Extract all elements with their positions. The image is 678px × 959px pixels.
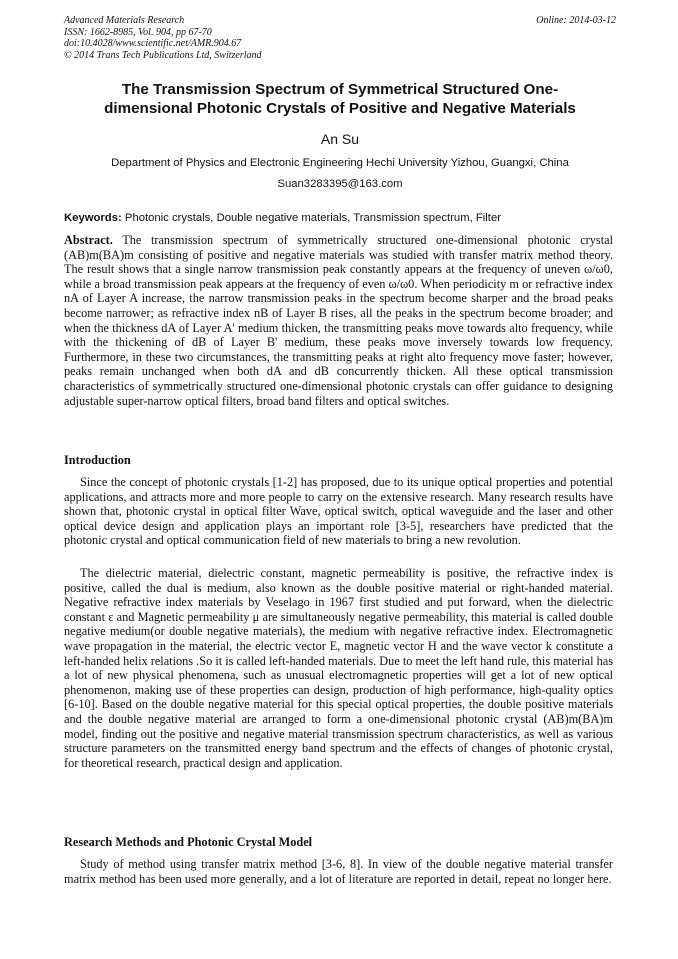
methods-paragraph-1 xyxy=(64,857,613,886)
intro-paragraph-2 xyxy=(64,566,613,770)
intro-paragraph-2-text: The dielectric material, dielectric constant, magnetic permeability is positive, the refractive index is positive, called the dual is medium, also known as the double positive material or right-handed material. Negative refractive index materials by Veselago in 1967 first studied and put forward, when the dielectric constant ε and Magnetic permeability μ are simultaneously negative permeability, this material is called double negative medium(or double negative materials), the medium with negative refractive index. Electromagnetic wave propagation in the material, the electric vector E, magnetic vector H and the wave vector k constitute a left-handed helix relations .So it is called left-handed materials. Due to meet the left hand rule, this material has a lot of new physical phenomena, such as unusual electromagnetic properties will get a lot of new optical phenomenon, making use of these properties can design, production of high performance, high-quality optics [6-10]. Based on the double negative material for this special optical properties, the double positive materials and the double negative material are arranged to form a one-dimensional photonic crystal (AB)m(BA)m model, finding out the positive and negative material transmission spectrum characteristics, as well as various structure parameters on the transmitted energy band spectrum and the effects of changes of photonic crystal, for theoretical research, practical design and application. xyxy=(64,566,613,770)
keywords-label: Keywords: xyxy=(64,212,122,224)
methods-paragraph-1-text: Study of method using transfer matrix method [3-6, 8]. In view of the double negative material transfer matrix method has been used more generally, and a lot of literature are reported in detail, repeat no longer here. xyxy=(64,857,613,886)
journal-header xyxy=(64,15,616,61)
section-heading-introduction: Introduction xyxy=(64,453,131,467)
journal-name: Advanced Materials Research xyxy=(64,15,185,26)
section-heading-methods: Research Methods and Photonic Crystal Model xyxy=(64,835,313,849)
doi-line: doi:10.4028/www.scientific.net/AMR.904.67 xyxy=(64,38,242,49)
title-line-2: dimensional Photonic Crystals of Positive and Negative Materials xyxy=(104,99,576,117)
author-email: Suan3283395@163.com xyxy=(277,178,403,190)
author-name: An Su xyxy=(320,131,360,147)
keywords-text: Photonic crystals, Double negative materials, Transmission spectrum, Filter xyxy=(124,212,501,224)
copyright-line: © 2014 Trans Tech Publications Ltd, Switzerland xyxy=(64,49,262,61)
keywords xyxy=(64,211,616,225)
abstract xyxy=(64,233,613,408)
title-line-1: The Transmission Spectrum of Symmetrical Structured One- xyxy=(121,81,559,98)
issn-line: ISSN: 1662-8985, Vol. 904, pp 67-70 xyxy=(64,26,212,38)
intro-paragraph-1 xyxy=(64,475,613,548)
affiliation: Department of Physics and Electronic Engineering Hechi University Yizhou, Guangxi, China xyxy=(111,157,569,169)
abstract-text: The transmission spectrum of symmetrically structured one-dimensional photonic crystal (AB)m(BA)m consisting of positive and negative materials was studied with transfer matrix method theory. The result shows that a single narrow transmission peak constantly appears at the frequency of uneven ω/ω0, while a broad transmission peak appears at the frequency of even ω/ω0. When periodicity m or refractive index nA of Layer A increase, the narrow transmission peaks in the spectrum become sharper and the broad peaks become narrower; as refractive index nB of Layer B rises, all the peaks in the spectrum become broader; and when the thickness dA of Layer A' medium thicken, the transmitting peaks move towards alto frequency, while with the thickening of dB of Layer B' medium, these peaks move inversely towards low frequency. Furthermore, in these two circumstances, the transmitting peaks at right alto frequency move faster; however, peaks remain unchanged when both dA and dB concurrently thicken. All these optical transmission characteristics of symmetrically structured one-dimensional photonic crystals can offer guidance to designing adjustable super-narrow optical filters, broad band filters and optical switches. xyxy=(64,233,613,408)
online-date: Online: 2014-03-12 xyxy=(536,15,616,26)
abstract-label: Abstract. xyxy=(64,233,113,247)
paper-title xyxy=(64,81,616,118)
intro-paragraph-1-text: Since the concept of photonic crystals [1-2] has proposed, due to its unique optical properties and potential applications, and attracts more and more people to carry on the extensive research. Many research results have shown that, photonic crystal in optical filter Wave, optical switch, optical waveguide and the laser and other optical device design and application plays an important role [3-5], researchers have predicted that the photonic crystal and optical communication field of new materials to bring a new revolution. xyxy=(64,475,613,548)
